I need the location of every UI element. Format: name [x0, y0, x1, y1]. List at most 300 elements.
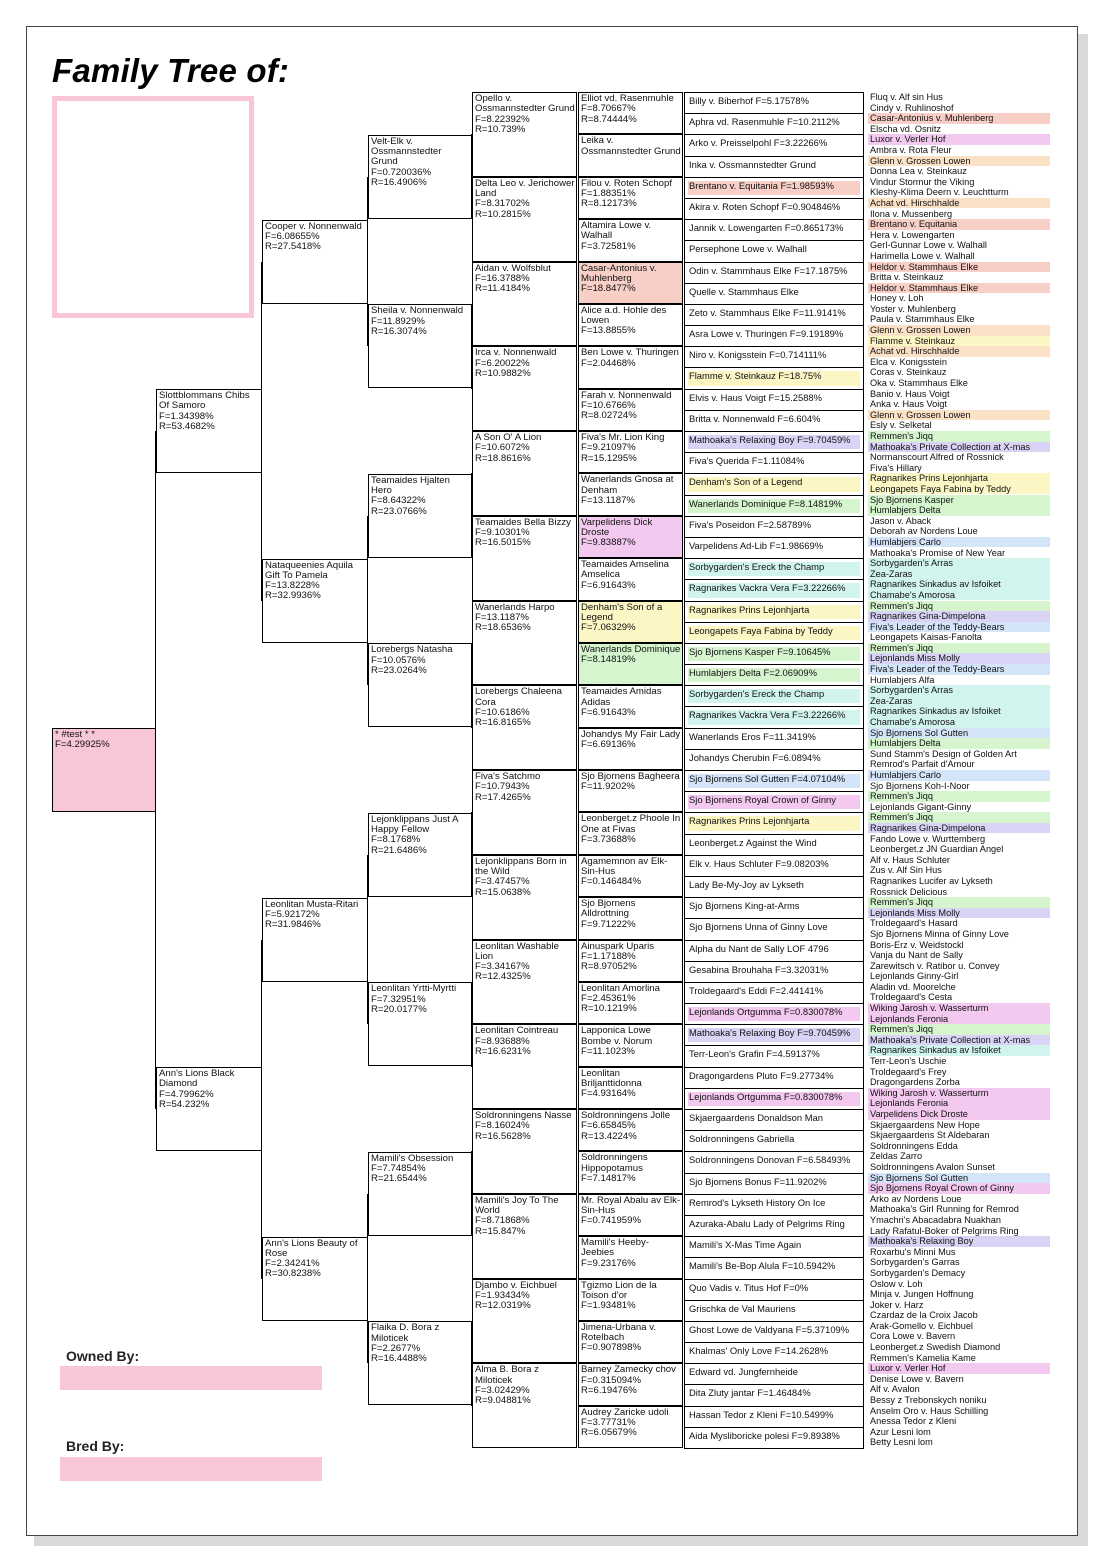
- ancestor-gen8[interactable]: Kleshy-Klima Deern v. Leuchtturm: [870, 187, 1009, 198]
- ancestor-gen7[interactable]: Khalmas' Only Love F=14.2628%: [684, 1342, 864, 1364]
- ancestor-gen8[interactable]: Ragnarikes Prins Lejonhjarta: [868, 473, 1050, 484]
- ancestor-gen2[interactable]: [156, 1067, 262, 1151]
- ancestor-gen7[interactable]: Sorbygarden's Ereck the Champ: [684, 685, 864, 707]
- ancestor-gen7[interactable]: Akira v. Roten Schopf F=0.904846%: [684, 198, 864, 220]
- dog-name: Wanerlands Harpo: [475, 601, 555, 613]
- ancestor-gen6[interactable]: [578, 262, 683, 304]
- ancestor-gen7[interactable]: Inka v. Ossmannstedter Grund: [684, 156, 864, 178]
- dog-name: Teamaides Hjalten Hero: [371, 474, 450, 497]
- dog-name: Lapponica Lowe Bombe v. Norum: [581, 1025, 653, 1047]
- ancestor-gen6[interactable]: [578, 558, 683, 600]
- ancestor-gen8[interactable]: Ymachri's Abacadabra Nuakhan: [870, 1214, 1001, 1225]
- ancestor-gen8[interactable]: Mathoaka's Private Collection at X-mas: [868, 1035, 1050, 1046]
- ancestor-gen6[interactable]: [578, 1279, 683, 1321]
- ancestor-gen7[interactable]: Mamili's Be-Bop Alula F=10.5942%: [684, 1257, 864, 1279]
- dog-name: Leonlitan Yrtti-Myrtti: [371, 983, 457, 995]
- ancestor-gen8[interactable]: Cora Lowe v. Bavern: [870, 1331, 956, 1342]
- ancestor-gen7[interactable]: Sjo Bjornens Unna of Ginny Love: [684, 918, 864, 940]
- ancestor-gen8[interactable]: Azur Lesni lom: [870, 1426, 931, 1437]
- ancestor-gen8[interactable]: Arak-Gomello v. Eichbuel: [870, 1320, 973, 1331]
- ancestor-gen8[interactable]: Troldegaard's Frey: [870, 1066, 947, 1077]
- ancestor-gen8[interactable]: Honey v. Loh: [870, 293, 924, 304]
- coi-value: F=10.6766%: [581, 399, 636, 411]
- ancestor-gen7[interactable]: Grischka de Val Mauriens: [684, 1300, 864, 1322]
- coi-value: F=10.6186%: [475, 706, 530, 718]
- ancestor-gen8[interactable]: Ragnarikes Sinkadus av Isfoiket: [868, 706, 1050, 717]
- ancestor-gen8[interactable]: Ilona v. Mussenberg: [870, 208, 953, 219]
- ancestor-gen8[interactable]: Yoster v. Muhlenberg: [870, 303, 956, 314]
- ancestor-gen8[interactable]: Donna Lea v. Steinkauz: [870, 166, 967, 177]
- ancestor-gen8[interactable]: Fluq v. Alf sin Hus: [870, 92, 943, 102]
- ancestor-gen8[interactable]: Zea-Zaras: [868, 569, 1050, 580]
- ancestor-gen8[interactable]: Lady Rafatul-Boker of Pelgrims Ring: [870, 1225, 1019, 1236]
- ancestor-gen8[interactable]: Mathoaka's Promise of New Year: [870, 547, 1006, 558]
- ancestor-gen4[interactable]: [368, 304, 472, 388]
- ancestor-gen8[interactable]: Minja v. Jungen Hoffnung: [870, 1289, 974, 1300]
- ancestor-gen8[interactable]: Sjo Bjornens Koh-I-Noor: [870, 780, 970, 791]
- ancestor-gen8[interactable]: Hera v. Lowengarten: [870, 229, 955, 240]
- ancestor-gen8[interactable]: Remmen's Jiqq: [868, 601, 1050, 612]
- ancestor-gen7[interactable]: Varpelidens Ad-Lib F=1.98669%: [684, 537, 864, 559]
- ancestor-gen6[interactable]: [578, 134, 683, 176]
- relationship-value: R=23.0766%: [371, 505, 427, 517]
- ancestor-gen6[interactable]: [578, 1406, 683, 1448]
- ancestor-gen7[interactable]: Flamme v. Steinkauz F=18.75%: [684, 367, 864, 389]
- ancestor-gen7[interactable]: Quelle v. Stammhaus Elke: [684, 283, 864, 305]
- ancestor-gen8[interactable]: Chamabe's Amorosa: [868, 717, 1050, 728]
- ancestor-gen2[interactable]: [156, 389, 262, 473]
- ancestor-gen8[interactable]: Sjo Bjornens Kasper: [868, 495, 1050, 506]
- ancestor-gen5[interactable]: [472, 770, 577, 855]
- ancestor-gen6[interactable]: [578, 728, 683, 770]
- ancestor-gen8[interactable]: Rossnick Delicious: [870, 886, 948, 897]
- ancestor-gen7[interactable]: Dita Zluty jantar F=1.46484%: [684, 1384, 864, 1406]
- ancestor-gen7[interactable]: Mathoaka's Relaxing Boy F=9.70459%: [684, 1024, 864, 1046]
- coi-value: F=2.45361%: [581, 993, 636, 1005]
- ancestor-gen6[interactable]: [578, 389, 683, 431]
- ancestor-gen8[interactable]: Sund Stamm's Design of Golden Art: [870, 748, 1017, 759]
- ancestor-gen8[interactable]: Brentano v. Equitania: [868, 219, 1050, 230]
- ancestor-gen6[interactable]: [578, 601, 683, 643]
- ancestor-gen8[interactable]: Ragnarikes Gina-Dimpelona: [868, 611, 1050, 622]
- ancestor-gen7[interactable]: Britta v. Nonnenwald F=6.604%: [684, 410, 864, 432]
- ancestor-gen7[interactable]: Billy v. Biberhof F=5.17578%: [684, 92, 864, 114]
- ancestor-gen5[interactable]: [472, 346, 577, 431]
- ancestor-gen8[interactable]: Denise Lowe v. Bavern: [870, 1373, 964, 1384]
- ancestor-gen7[interactable]: Wanerlands Dominique F=8.14819%: [684, 495, 864, 517]
- ancestor-gen3[interactable]: [262, 1237, 368, 1321]
- ancestor-gen7[interactable]: Ragnarikes Vackra Vera F=3.22266%: [684, 706, 864, 728]
- ancestor-gen7[interactable]: Remrod's Lykseth History On Ice: [684, 1194, 864, 1216]
- ancestor-gen8[interactable]: Esly v. Selketal: [870, 420, 932, 431]
- ancestor-gen8[interactable]: Ragnarikes Gina-Dimpelona: [868, 823, 1050, 834]
- ancestor-gen8[interactable]: Mathoaka's Private Collection at X-mas: [868, 442, 1050, 453]
- coi-value: F=10.7943%: [475, 781, 530, 793]
- ancestor-gen8[interactable]: Bessy z Trebonskych noniku: [870, 1395, 987, 1406]
- owned-by-field[interactable]: [60, 1366, 322, 1390]
- ancestor-gen5[interactable]: [472, 940, 577, 1025]
- ancestor-gen8[interactable]: Remrod's Parfait d'Amour: [870, 759, 975, 770]
- ancestor-gen8[interactable]: Remmen's Jiqq: [868, 791, 1050, 802]
- ancestor-gen6[interactable]: [578, 304, 683, 346]
- ancestor-gen7[interactable]: Sjo Bjornens King-at-Arms: [684, 897, 864, 919]
- ancestor-gen8[interactable]: Ragnarikes Sinkadus av Isfoiket: [868, 1045, 1050, 1056]
- ancestor-gen8[interactable]: Normanscourt Alfred of Rossnick: [870, 452, 1004, 463]
- ancestor-gen6[interactable]: [578, 1109, 683, 1151]
- ancestor-gen7[interactable]: Zeto v. Stammhaus Elke F=11.9141%: [684, 304, 864, 326]
- ancestor-gen7[interactable]: Ghost Lowe de Valdyana F=5.37109%: [684, 1321, 864, 1343]
- ancestor-gen8[interactable]: Alf v. Avalon: [870, 1384, 920, 1395]
- ancestor-gen7[interactable]: Lejonlands Ortgumma F=0.830078%: [684, 1003, 864, 1025]
- ancestor-gen8[interactable]: Troldegaard's Cesta: [870, 992, 953, 1003]
- ancestor-gen8[interactable]: Vindur Stormur the Viking: [870, 176, 975, 187]
- ancestor-gen8[interactable]: Britta v. Steinkauz: [870, 272, 944, 283]
- ancestor-gen8[interactable]: Coras v. Steinkauz: [870, 367, 947, 378]
- coi-value: F=3.77731%: [581, 1416, 636, 1428]
- ancestor-gen7[interactable]: Persephone Lowe v. Walhall: [684, 240, 864, 262]
- ancestor-gen8[interactable]: Flamme v. Steinkauz: [868, 336, 1050, 347]
- ancestor-gen8[interactable]: Roxarbu's Minni Mus: [870, 1246, 956, 1257]
- ancestor-gen8[interactable]: Elscha vd. Osnitz: [870, 123, 941, 134]
- ancestor-gen7[interactable]: Hassan Tedor z Kleni F=10.5499%: [684, 1406, 864, 1428]
- ancestor-gen7[interactable]: Ragnarikes Vackra Vera F=3.22266%: [684, 579, 864, 601]
- ancestor-gen8[interactable]: Aladin vd. Moorelche: [870, 981, 956, 992]
- ancestor-gen6[interactable]: [578, 1024, 683, 1066]
- ancestor-gen7[interactable]: Troldegaard's Eddi F=2.44141%: [684, 982, 864, 1004]
- dog-name: Teamaides Amselina Amselica: [581, 559, 669, 581]
- ancestor-gen6[interactable]: [578, 643, 683, 685]
- ancestor-gen5[interactable]: [472, 177, 577, 262]
- ancestor-gen7[interactable]: Soldronningens Gabriella: [684, 1130, 864, 1152]
- ancestor-gen4[interactable]: [368, 1152, 472, 1236]
- ancestor-gen8[interactable]: Leongapets Kaisas-Fanolta: [870, 632, 982, 643]
- ancestor-gen8[interactable]: Anselm Oro v. Haus Schilling: [870, 1405, 989, 1416]
- ancestor-gen8[interactable]: Sorbygarden's Demacy: [870, 1267, 966, 1278]
- ancestor-gen4[interactable]: [368, 643, 472, 727]
- ancestor-gen8[interactable]: Humlabjers Delta: [868, 505, 1050, 516]
- ancestor-gen8[interactable]: Glenn v. Grossen Lowen: [868, 410, 1050, 421]
- ancestor-gen8[interactable]: Banio v. Haus Voigt: [870, 388, 950, 399]
- ancestor-gen8[interactable]: Leongapets Faya Fabina by Teddy: [868, 484, 1050, 495]
- ancestor-gen8[interactable]: Mathoaka's Girl Running for Remrod: [870, 1204, 1019, 1215]
- ancestor-gen8[interactable]: Achat vd. Hirschhalde: [868, 346, 1050, 357]
- ancestor-gen8[interactable]: Glenn v. Grossen Lowen: [868, 156, 1050, 167]
- ancestor-gen7[interactable]: Aphra vd. Rasenmuhle F=10.2112%: [684, 113, 864, 135]
- ancestor-gen8[interactable]: Remmen's Jiqq: [868, 431, 1050, 442]
- dog-name: Soldronningens Nasse: [475, 1110, 572, 1121]
- ancestor-gen7[interactable]: Ragnarikes Prins Lejonhjarta: [684, 601, 864, 623]
- ancestor-gen8[interactable]: Humlabjers Alfa: [870, 674, 935, 685]
- ancestor-gen8[interactable]: Lejonlands Feronia: [868, 1098, 1050, 1109]
- dog-name: Lorebergs Chaleena Cora: [475, 686, 562, 708]
- ancestor-gen7[interactable]: Humlabjers Delta F=2.06909%: [684, 664, 864, 686]
- coi-value: F=5.92172%: [265, 908, 320, 920]
- ancestor-gen8[interactable]: Ambra v. Rota Fleur: [870, 144, 952, 155]
- ancestor-gen5[interactable]: [472, 1109, 577, 1194]
- ancestor-gen8[interactable]: Lejonlands Ginny-Girl: [870, 971, 959, 982]
- ancestor-gen7[interactable]: Arko v. Preisselpohl F=3.22266%: [684, 134, 864, 156]
- ancestor-gen8[interactable]: Terr-Leon's Uschie: [870, 1056, 947, 1067]
- ancestor-gen5[interactable]: [472, 431, 577, 516]
- coi-value: F=0.907898%: [581, 1342, 642, 1354]
- ancestor-gen5[interactable]: [472, 601, 577, 686]
- ancestor-gen8[interactable]: Paula v. Stammhaus Elke: [870, 314, 975, 325]
- coi-value: F=3.72581%: [581, 240, 636, 252]
- ancestor-gen7[interactable]: Lejonlands Ortgumma F=0.830078%: [684, 1088, 864, 1110]
- ancestor-gen6[interactable]: [578, 685, 683, 727]
- ancestor-gen7[interactable]: Ragnarikes Prins Lejonhjarta: [684, 812, 864, 834]
- ancestor-gen6[interactable]: [578, 1194, 683, 1236]
- ancestor-gen6[interactable]: [578, 177, 683, 219]
- ancestor-gen8[interactable]: Ragnarikes Lucifer av Lykseth: [870, 875, 993, 886]
- ancestor-gen8[interactable]: Zeldas Zarro: [870, 1151, 923, 1162]
- ancestor-gen8[interactable]: Humlabjers Carlo: [868, 770, 1050, 781]
- ancestor-gen7[interactable]: Brentano v. Equitania F=1.98593%: [684, 177, 864, 199]
- ancestor-gen8[interactable]: Deborah av Nordens Loue: [870, 526, 978, 537]
- ancestor-gen7[interactable]: Mathoaka's Relaxing Boy F=9.70459%: [684, 431, 864, 453]
- ancestor-gen8[interactable]: Soldronningens Edda: [870, 1140, 958, 1151]
- ancestor-gen7[interactable]: Elk v. Haus Schluter F=9.08203%: [684, 855, 864, 877]
- coi-value: F=2.2677%: [371, 1342, 421, 1354]
- ancestor-gen8[interactable]: Gerl-Gunnar Lowe v. Walhall: [870, 240, 987, 251]
- coi-value: F=7.74854%: [371, 1163, 426, 1175]
- ancestor-gen8[interactable]: Soldronningens Avalon Sunset: [870, 1161, 995, 1172]
- ancestor-gen8[interactable]: Elca v. Konigsstein: [870, 356, 947, 367]
- ancestor-gen7[interactable]: Sjo Bjornens Kasper F=9.10645%: [684, 643, 864, 665]
- photo-placeholder[interactable]: [52, 96, 254, 318]
- relationship-value: R=9.04881%: [475, 1395, 531, 1407]
- ancestor-gen4[interactable]: [368, 135, 472, 219]
- ancestor-gen5[interactable]: [472, 855, 577, 940]
- ancestor-gen8[interactable]: Skjaergaardens St Aldebaran: [870, 1130, 990, 1141]
- ancestor-gen8[interactable]: Remmen's Kamelia Kame: [870, 1352, 976, 1363]
- connector-line: [367, 1194, 368, 1364]
- dog-name: Alma B. Bora z Miloticek: [475, 1364, 539, 1386]
- ancestor-gen8[interactable]: Fiva's Hillary: [870, 462, 922, 473]
- ancestor-gen8[interactable]: Chamabe's Amorosa: [868, 590, 1050, 601]
- connector-line: [471, 304, 472, 389]
- dog-name: Barney Zamecky chov: [581, 1364, 676, 1376]
- ancestor-gen8[interactable]: Zus v. Alf Sin Hus: [870, 865, 942, 876]
- ancestor-gen8[interactable]: Casar-Antonius v. Muhlenberg: [868, 113, 1050, 124]
- ancestor-gen8[interactable]: Wiking Jarosh v. Wasserturm: [868, 1088, 1050, 1099]
- ancestor-gen6[interactable]: [578, 1067, 683, 1109]
- ancestor-gen7[interactable]: Leongapets Faya Fabina by Teddy: [684, 622, 864, 644]
- ancestor-gen6[interactable]: [578, 812, 683, 854]
- dog-name: Djambo v. Eichbuel: [475, 1279, 557, 1291]
- coi-value: F=8.31702%: [475, 198, 530, 210]
- ancestor-gen8[interactable]: Remmen's Jiqq: [868, 812, 1050, 823]
- ancestor-gen5[interactable]: [472, 516, 577, 601]
- ancestor-gen8[interactable]: Lejonlands Gigant-Ginny: [870, 801, 972, 812]
- ancestor-gen8[interactable]: Achat vd. Hirschhalde: [868, 198, 1050, 209]
- ancestor-gen6[interactable]: [578, 940, 683, 982]
- ancestor-gen6[interactable]: [578, 346, 683, 388]
- ancestor-gen5[interactable]: [472, 262, 577, 347]
- ancestor-gen7[interactable]: Alpha du Nant de Sally LOF 4796: [684, 940, 864, 962]
- ancestor-gen6[interactable]: [578, 1321, 683, 1363]
- ancestor-gen5[interactable]: [472, 1363, 577, 1448]
- ancestor-gen8[interactable]: Heldor v. Stammhaus Elke: [868, 283, 1050, 294]
- dog-name: Casar-Antonius v. Muhlenberg: [581, 262, 657, 284]
- ancestor-gen8[interactable]: Remmen's Jiqq: [868, 643, 1050, 654]
- dog-name: Opello v. Ossmannstedter Grund: [475, 93, 575, 115]
- dog-name: Agamemnon av Elk-Sin-Hus: [581, 855, 668, 878]
- ancestor-gen4[interactable]: [368, 813, 472, 897]
- ancestor-gen7[interactable]: Sjo Bjornens Sol Gutten F=4.07104%: [684, 770, 864, 792]
- ancestor-gen8[interactable]: Skjaergaardens New Hope: [870, 1119, 980, 1130]
- dog-name: A Son O' A Lion: [475, 432, 542, 443]
- ancestor-gen8[interactable]: Leonberget.z JN Guardian Angel: [870, 844, 1004, 855]
- ancestor-gen8[interactable]: Vanja du Nant de Sally: [870, 950, 963, 961]
- ancestor-gen8[interactable]: Joker v. Harz: [870, 1299, 924, 1310]
- ancestor-gen8[interactable]: Anessa Tedor z Kleni: [870, 1416, 957, 1427]
- ancestor-gen7[interactable]: Wanerlands Eros F=11.3419%: [684, 728, 864, 750]
- ancestor-gen8[interactable]: Betty Lesni lom: [870, 1437, 933, 1448]
- ancestor-gen6[interactable]: [578, 1363, 683, 1405]
- ancestor-gen8[interactable]: Remmen's Jiqq: [868, 1024, 1050, 1035]
- ancestor-gen8[interactable]: Sjo Bjornens Sol Gutten: [868, 1173, 1050, 1184]
- ancestor-gen7[interactable]: Elvis v. Haus Voigt F=15.2588%: [684, 389, 864, 411]
- ancestor-gen6[interactable]: [578, 1236, 683, 1278]
- ancestor-gen8[interactable]: Fiva's Leader of the Teddy-Bears: [868, 664, 1050, 675]
- ancestor-gen5[interactable]: [472, 1024, 577, 1109]
- ancestor-gen8[interactable]: Cindy v. Ruhlinoshof: [870, 102, 954, 113]
- connector-line: [471, 1151, 472, 1236]
- ancestor-gen4[interactable]: [368, 982, 472, 1066]
- ancestor-gen8[interactable]: Sjo Bjornens Sol Gutten: [868, 728, 1050, 739]
- ancestor-gen7[interactable]: Denham's Son of a Legend: [684, 473, 864, 495]
- ancestor-gen6[interactable]: [578, 770, 683, 812]
- coi-value: F=9.83887%: [581, 537, 636, 549]
- ancestor-gen6[interactable]: [578, 897, 683, 939]
- ancestor-gen8[interactable]: Oslow v. Loh: [870, 1278, 923, 1289]
- ancestor-gen6[interactable]: [578, 473, 683, 515]
- ancestor-gen7[interactable]: Edward vd. Jungfernheide: [684, 1363, 864, 1385]
- ancestor-gen8[interactable]: Glenn v. Grossen Lowen: [868, 325, 1050, 336]
- ancestor-gen8[interactable]: Anka v. Haus Voigt: [870, 399, 947, 410]
- dog-name: Teamaides Bella Bizzy: [475, 516, 571, 528]
- ancestor-gen6[interactable]: [578, 855, 683, 897]
- ancestor-gen6[interactable]: [578, 1151, 683, 1193]
- ancestor-gen8[interactable]: Sorbygarden's Arras: [868, 685, 1050, 696]
- ancestor-gen5[interactable]: [472, 685, 577, 770]
- ancestor-gen7[interactable]: Lady Be-My-Joy av Lykseth: [684, 876, 864, 898]
- ancestor-gen7[interactable]: Fiva's Poseidon F=2.58789%: [684, 516, 864, 538]
- bred-by-label: Bred By:: [66, 1438, 125, 1454]
- ancestor-gen8[interactable]: Luxor v. Verler Hof: [868, 1363, 1050, 1374]
- ancestor-gen8[interactable]: Leonberget.z Swedish Diamond: [870, 1342, 1001, 1353]
- ancestor-gen7[interactable]: Dragongardens Pluto F=9.27734%: [684, 1067, 864, 1089]
- ancestor-gen8[interactable]: Varpelidens Dick Droste: [868, 1109, 1050, 1120]
- ancestor-gen8[interactable]: Boris-Erz v. Weidstockl: [870, 939, 964, 950]
- ancestor-gen7[interactable]: Mamili's X-Mas Time Again: [684, 1236, 864, 1258]
- ancestor-gen7[interactable]: Odin v. Stammhaus Elke F=17.1875%: [684, 262, 864, 284]
- ancestor-gen8[interactable]: Lejonlands Feronia: [868, 1014, 1050, 1025]
- ancestor-gen6[interactable]: [578, 982, 683, 1024]
- ancestor-gen5[interactable]: [472, 1279, 577, 1364]
- ancestor-gen8[interactable]: Luxor v. Verler Hof: [868, 134, 1050, 145]
- ancestor-gen6[interactable]: [578, 92, 683, 134]
- ancestor-gen8[interactable]: Arko av Nordens Loue: [870, 1193, 962, 1204]
- ancestor-gen8[interactable]: Sorbygarden's Arras: [868, 558, 1050, 569]
- ancestor-gen8[interactable]: Sjo Bjornens Minna of Ginny Love: [870, 928, 1009, 939]
- ancestor-gen7[interactable]: Sorbygarden's Ereck the Champ: [684, 558, 864, 580]
- subject-dog[interactable]: [52, 728, 156, 812]
- dog-name: Varpelidens Dick Droste: [581, 516, 653, 539]
- ancestor-gen8[interactable]: Troldegaard's Hasard: [870, 918, 958, 929]
- coi-value: F=7.32951%: [371, 993, 426, 1005]
- ancestor-gen5[interactable]: [472, 1194, 577, 1279]
- ancestor-gen8[interactable]: Sorbygarden's Garras: [870, 1257, 960, 1268]
- ancestor-gen7[interactable]: Leonberget.z Against the Wind: [684, 834, 864, 856]
- dog-name: Leika v. Ossmannstedter Grund: [581, 135, 681, 157]
- ancestor-gen8[interactable]: Alf v. Haus Schluter: [870, 854, 950, 865]
- ancestor-gen8[interactable]: Remmen's Jiqq: [868, 897, 1050, 908]
- bred-by-field[interactable]: [60, 1457, 322, 1481]
- ancestor-gen8[interactable]: Lejonlands Miss Molly: [868, 653, 1050, 664]
- ancestor-gen7[interactable]: Azuraka-Abalu Lady of Pelgrims Ring: [684, 1215, 864, 1237]
- ancestor-gen5[interactable]: [472, 92, 577, 177]
- dog-name: Mamili's Heeby-Jeebies: [581, 1237, 649, 1259]
- ancestor-gen8[interactable]: Mathoaka's Relaxing Boy: [868, 1236, 1050, 1247]
- coi-value: F=8.1768%: [371, 834, 421, 846]
- ancestor-gen8[interactable]: Czardaz de la Croix Jacob: [870, 1310, 978, 1321]
- ancestor-gen4[interactable]: [368, 1321, 472, 1405]
- ancestor-gen8[interactable]: Fiva's Leader of the Teddy-Bears: [868, 622, 1050, 633]
- ancestor-gen8[interactable]: Humlabjers Delta: [868, 738, 1050, 749]
- ancestor-gen7[interactable]: Niro v. Konigsstein F=0.714111%: [684, 346, 864, 368]
- ancestor-gen4[interactable]: [368, 474, 472, 558]
- ancestor-gen7[interactable]: Soldronningens Donovan F=6.58493%: [684, 1151, 864, 1173]
- ancestor-gen8[interactable]: Sjo Bjornens Royal Crown of Ginny: [868, 1183, 1050, 1194]
- ancestor-gen7[interactable]: Sjo Bjornens Bonus F=11.9202%: [684, 1173, 864, 1195]
- ancestor-gen8[interactable]: Zarewitsch v. Ratibor u. Convey: [870, 960, 1000, 971]
- ancestor-gen8[interactable]: Dragongardens Zorba: [870, 1077, 960, 1088]
- ancestor-gen3[interactable]: [262, 559, 368, 643]
- ancestor-gen8[interactable]: Wiking Jarosh v. Wasserturm: [868, 1003, 1050, 1014]
- ancestor-gen8[interactable]: Heldor v. Stammhaus Elke: [868, 262, 1050, 273]
- ancestor-gen8[interactable]: Zea-Zaras: [868, 696, 1050, 707]
- relationship-value: R=17.4265%: [475, 791, 531, 803]
- ancestor-gen7[interactable]: Aida Mysliboricke polesi F=9.8938%: [684, 1427, 864, 1449]
- ancestor-gen8[interactable]: Harimella Lowe v. Walhall: [870, 250, 975, 261]
- ancestor-gen3[interactable]: [262, 898, 368, 982]
- ancestor-gen7[interactable]: Quo Vadis v. Titus Hof F=0%: [684, 1279, 864, 1301]
- ancestor-gen8[interactable]: Lejonlands Miss Molly: [868, 908, 1050, 919]
- ancestor-gen7[interactable]: Gesabina Brouhaha F=3.32031%: [684, 961, 864, 983]
- ancestor-gen7[interactable]: Johandys Cherubin F=6.0894%: [684, 749, 864, 771]
- coi-value: F=0.720036%: [371, 166, 432, 178]
- ancestor-gen8[interactable]: Jason v. Aback: [870, 515, 932, 526]
- ancestor-gen8[interactable]: Fando Lowe v. Wurttemberg: [870, 833, 986, 844]
- ancestor-gen8[interactable]: Oka v. Stammhaus Elke: [870, 378, 968, 389]
- ancestor-gen6[interactable]: [578, 219, 683, 261]
- relationship-value: R=10.2815%: [475, 208, 531, 220]
- ancestor-gen7[interactable]: Sjo Bjornens Royal Crown of Ginny: [684, 791, 864, 813]
- ancestor-gen7[interactable]: Skjaergaardens Donaldson Man: [684, 1109, 864, 1131]
- ancestor-gen8[interactable]: Ragnarikes Sinkadus av Isfoiket: [868, 579, 1050, 590]
- ancestor-gen8[interactable]: Humlabjers Carlo: [868, 537, 1050, 548]
- ancestor-gen3[interactable]: [262, 220, 368, 304]
- ancestor-gen7[interactable]: Asra Lowe v. Thuringen F=9.19189%: [684, 325, 864, 347]
- ancestor-gen7[interactable]: Fiva's Querida F=1.11084%: [684, 452, 864, 474]
- ancestor-gen7[interactable]: Jannik v. Lowengarten F=0.865173%: [684, 219, 864, 241]
- connector-line: [155, 431, 156, 1109]
- ancestor-gen7[interactable]: Terr-Leon's Grafin F=4.59137%: [684, 1045, 864, 1067]
- ancestor-gen6[interactable]: [578, 516, 683, 558]
- ancestor-gen6[interactable]: [578, 431, 683, 473]
